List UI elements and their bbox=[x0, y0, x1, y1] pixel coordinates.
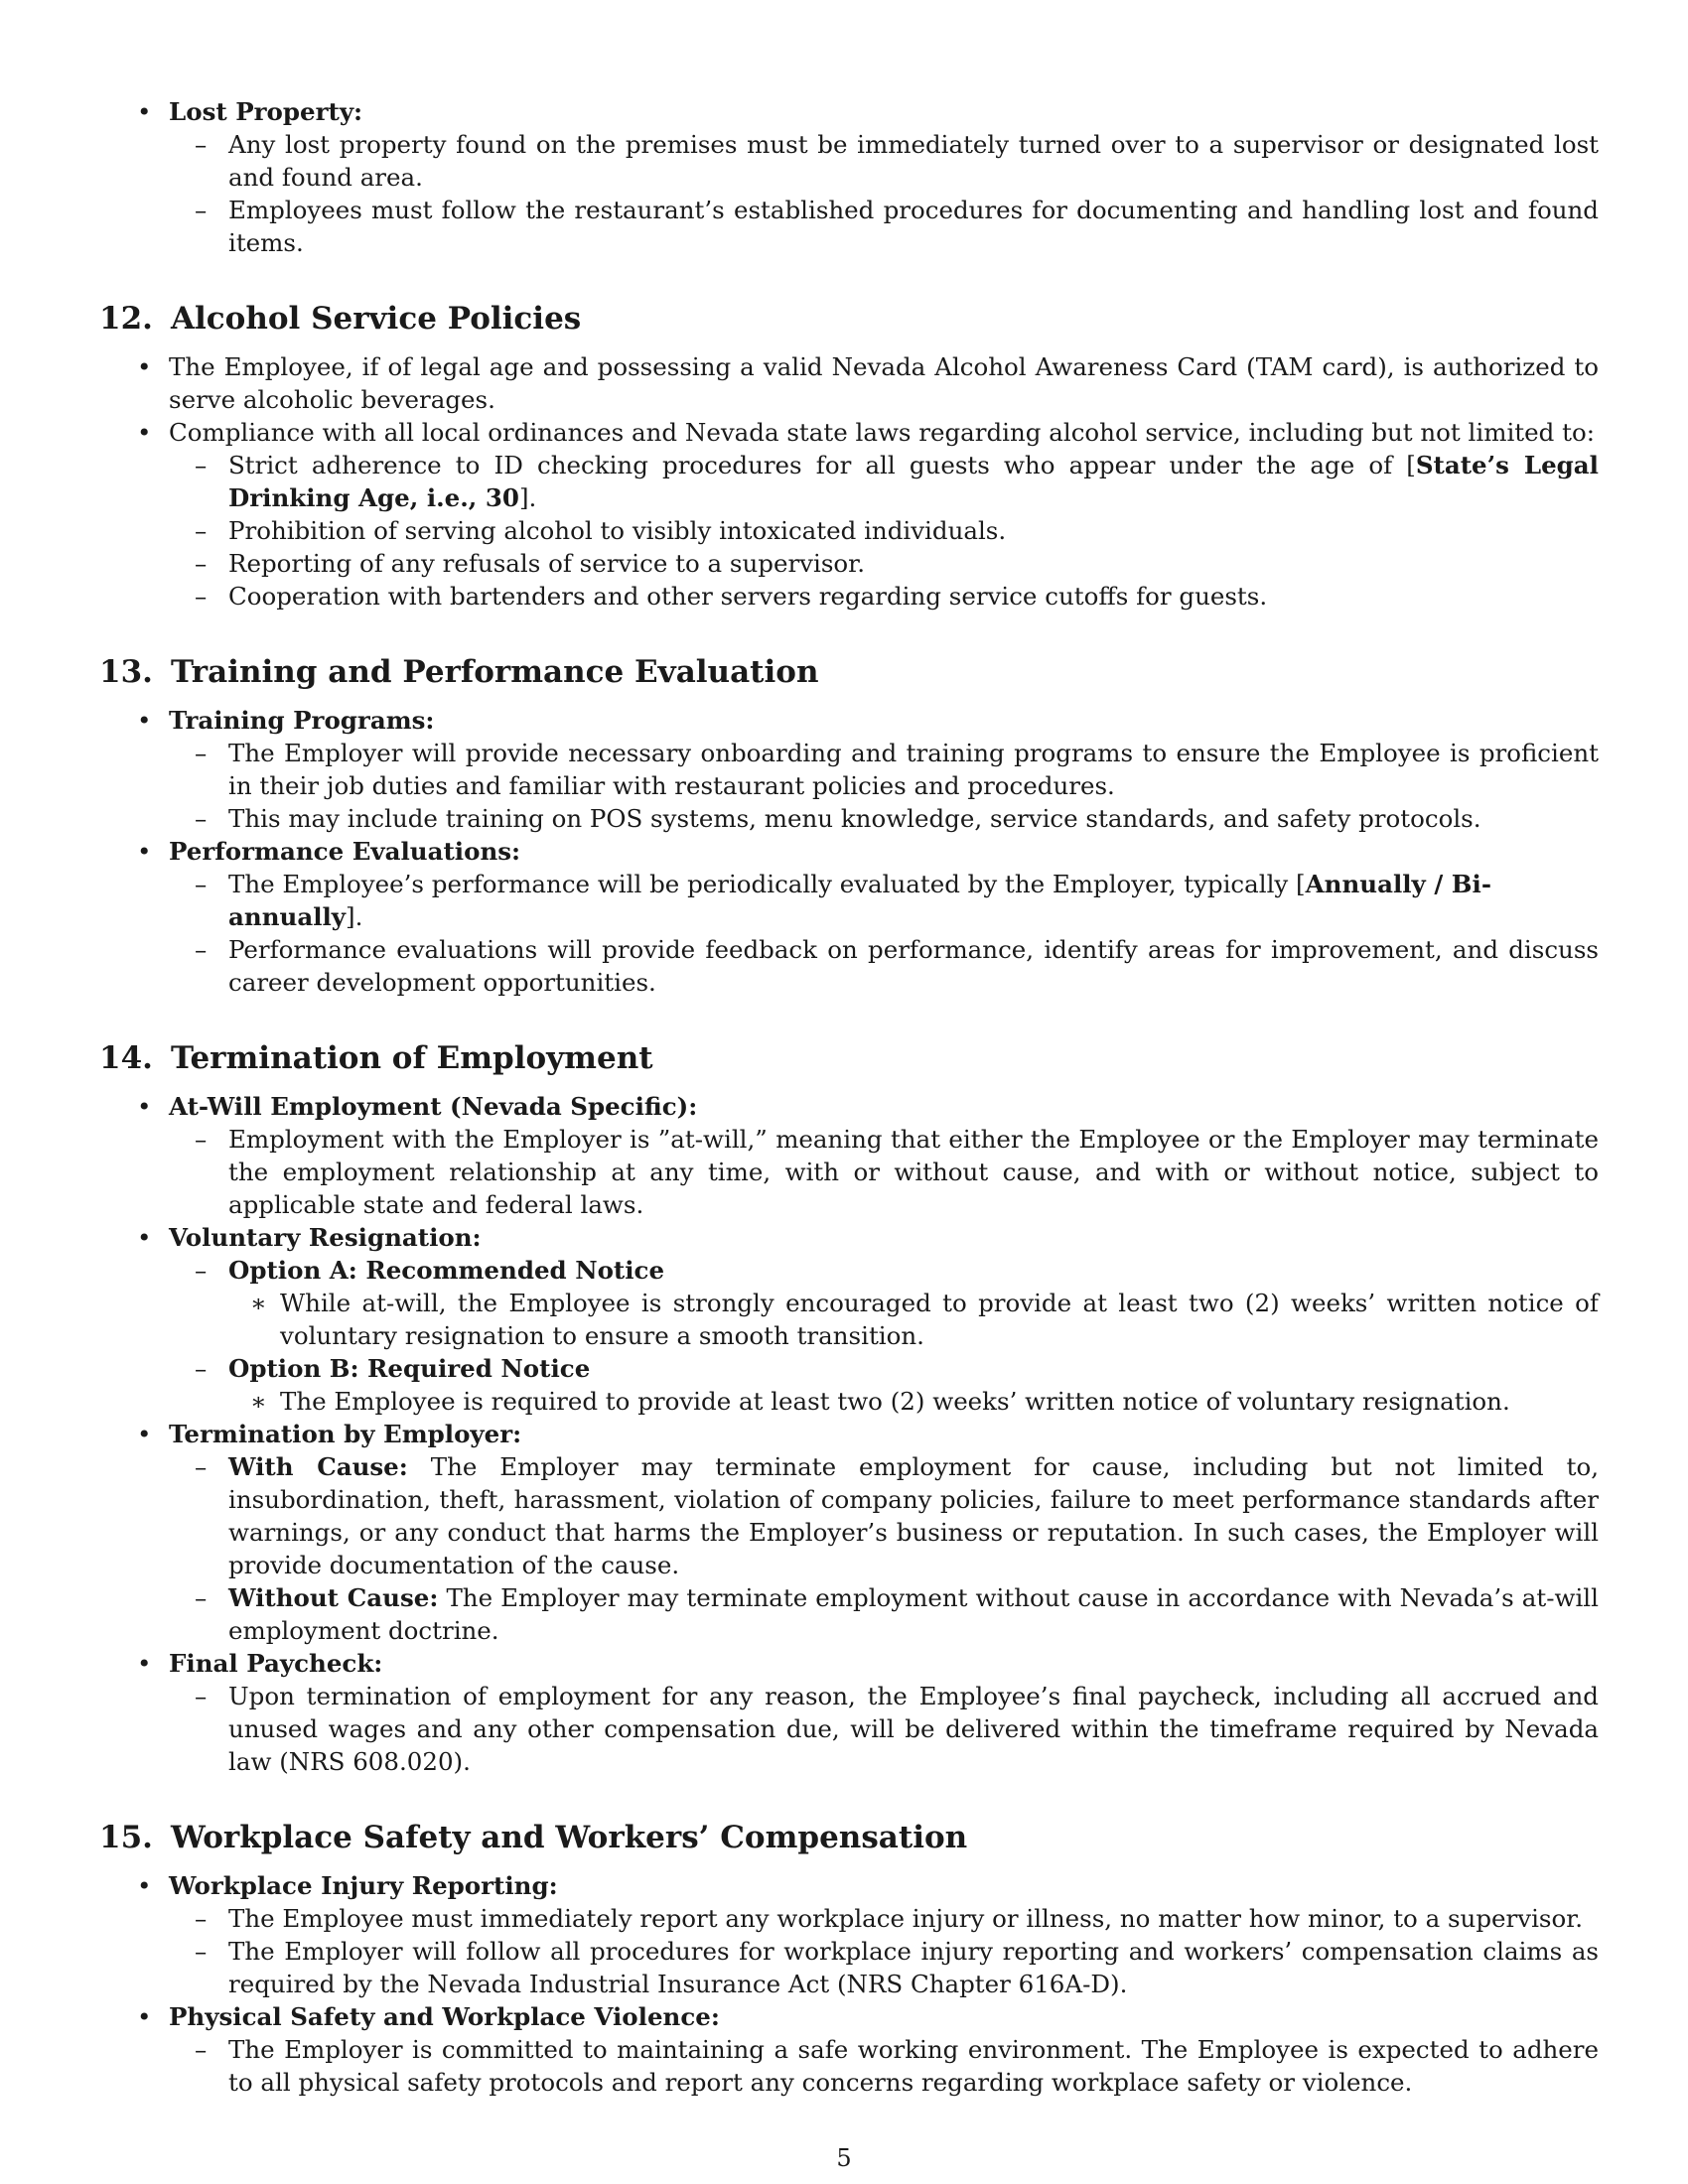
list-item: • Training Programs: – The Employer will provide necessary onboarding and training programs to ensure the Employee is proficient in their job duties and familiar with restaurant policies and procedures. – This may include training on POS systems, menu knowledge, service standards, and safety protocols. bbox=[137, 706, 1599, 833]
list-item: – The Employer is committed to maintaining a safe working environment. The Employee is expected to adhere to all physical safety protocols and report any concerns regarding workplace safety or violence. bbox=[195, 2035, 1599, 2097]
list-item: • Voluntary Resignation: – Option A: Recommended Notice ∗ While at-will, the Employee is strongly encouraged to provide at least two (2) weeks’ written notice of voluntary resignation to ensure a smooth transition. – Option B: Required Notice ∗ The Employee is required to provide at least two (2) weeks’ written notice of voluntary resignation. bbox=[137, 1223, 1599, 1416]
dash-icon: – bbox=[195, 549, 208, 578]
bullet-icon: • bbox=[137, 837, 152, 866]
dash-icon: – bbox=[195, 582, 208, 611]
dash-icon: – bbox=[195, 516, 208, 545]
list-item: – Any lost property found on the premises must be immediately turned over to a supervisor or designated lost and found area. bbox=[195, 130, 1599, 192]
bullet-icon: • bbox=[137, 2002, 152, 2031]
dash-icon: – bbox=[195, 1256, 208, 1285]
dash-icon: – bbox=[195, 130, 208, 159]
asterisk-icon: ∗ bbox=[250, 1289, 267, 1317]
bullet-icon: • bbox=[137, 1420, 152, 1448]
dash-icon: – bbox=[195, 196, 208, 224]
asterisk-icon: ∗ bbox=[250, 1387, 267, 1416]
dash-icon: – bbox=[195, 1937, 208, 1966]
page-number: 5 bbox=[836, 2144, 852, 2172]
dash-icon: – bbox=[195, 870, 208, 898]
list-item: – The Employer will provide necessary onboarding and training programs to ensure the Employee is proficient in their job duties and familiar with restaurant policies and procedures. bbox=[195, 739, 1599, 800]
list-item: • Termination by Employer: – With Cause: The Employer may terminate employment for cause, including but not limited to, insubordination, theft, harassment, violation of company policies, failure to meet performance standards after warnings, or any conduct that harms the Employer’s business or reputation. In such cases, the Employer will provide documentation of the cause. – Without Cause: The Employer may terminate employment without cause in accordance with Nevada’s at-will employment doctrine. bbox=[137, 1420, 1599, 1645]
dash-icon: – bbox=[195, 2035, 208, 2064]
list-item: – Option A: Recommended Notice ∗ While at-will, the Employee is strongly encouraged to provide at least two (2) weeks’ written notice of voluntary resignation to ensure a smooth transition. bbox=[195, 1256, 1599, 1350]
list-item: – Employment with the Employer is ”at-will,” meaning that either the Employee or the Employer may terminate the employment relationship at any time, with or without cause, and with or without notice, subject to applicable state and federal laws. bbox=[195, 1125, 1599, 1219]
list-item: • Compliance with all local ordinances and Nevada state laws regarding alcohol service, including but not limited to: – Strict adherence to ID checking procedures for all guests who appear under the age of [State’s Legal Drinking Age, i.e., 30]. – Prohibition of serving alcohol to visibly intoxicated individuals. – Reporting of any refusals of service to a supervisor. – Cooperation with bartenders and other servers regarding service cutoffs for guests. bbox=[137, 418, 1599, 611]
list-item: – Reporting of any refusals of service to a supervisor. bbox=[195, 549, 865, 578]
list-item bbox=[99, 95, 1599, 259]
list-item: ∗ While at-will, the Employee is strongly encouraged to provide at least two (2) weeks’ written notice of voluntary resignation to ensure a smooth transition. bbox=[250, 1289, 1599, 1350]
dash-icon: – bbox=[195, 1452, 208, 1481]
dash-icon: – bbox=[195, 935, 208, 964]
dash-icon: – bbox=[195, 451, 208, 479]
section-title: 12. Alcohol Service Policies bbox=[99, 301, 582, 337]
list-item: – Upon termination of employment for any reason, the Employee’s final paycheck, including all accrued and unused wages and any other compensation due, will be delivered within the timeframe required by Nevada law (NRS 608.020). bbox=[195, 1682, 1599, 1776]
dash-icon: – bbox=[195, 1904, 208, 1933]
section-13 bbox=[99, 652, 1599, 999]
list-item: – With Cause: The Employer may terminate employment for cause, including but not limited to, insubordination, theft, harassment, violation of company policies, failure to meet performance standards after warnings, or any conduct that harms the Employer’s business or reputation. In such cases, the Employer will provide documentation of the cause. bbox=[195, 1452, 1599, 1579]
bullet-icon: • bbox=[137, 1223, 152, 1252]
dash-icon: – bbox=[195, 1583, 208, 1612]
lost-property-heading: Lost Property: bbox=[169, 97, 363, 126]
list-item: – This may include training on POS systems, menu knowledge, service standards, and safety protocols. bbox=[195, 804, 1481, 833]
lost-property-list bbox=[99, 95, 1599, 259]
section-title: 15. Workplace Safety and Workers’ Compensation bbox=[99, 1820, 968, 1855]
list-item: – Without Cause: The Employer may terminate employment without cause in accordance with Nevada’s at-will employment doctrine. bbox=[195, 1583, 1599, 1645]
list-item: – The Employee must immediately report any workplace injury or illness, no matter how minor, to a supervisor. bbox=[195, 1904, 1584, 1933]
list-item: – Cooperation with bartenders and other servers regarding service cutoffs for guests. bbox=[195, 582, 1268, 611]
section-title: 14. Termination of Employment bbox=[99, 1040, 653, 1076]
bullet-icon: • bbox=[137, 706, 152, 735]
dash-icon: – bbox=[195, 1125, 208, 1154]
list-item: – The Employee’s performance will be periodically evaluated by the Employer, typically [Annually / Bi-annually]. bbox=[195, 870, 1491, 931]
dash-icon: – bbox=[195, 804, 208, 833]
document-page bbox=[99, 95, 1599, 2099]
bullet-icon: • bbox=[137, 418, 152, 447]
bullet-icon: • bbox=[137, 1649, 152, 1678]
list-item: • At-Will Employment (Nevada Specific): – Employment with the Employer is ”at-will,” meaning that either the Employee or the Employer may terminate the employment relationship at any time, with or without cause, and with or without notice, subject to applicable state and federal laws. bbox=[137, 1092, 1599, 1219]
section-12 bbox=[99, 299, 1599, 613]
bullet-icon: • bbox=[137, 1871, 152, 1900]
list-item: • Physical Safety and Workplace Violence: – The Employer is committed to maintaining a safe working environment. The Employee is expected to adhere to all physical safety protocols and report any concerns regarding workplace safety or violence. bbox=[137, 2002, 1599, 2097]
section-14 bbox=[99, 1038, 1599, 1778]
list-item: – Employees must follow the restaurant’s established procedures for documenting and handling lost and found items. bbox=[195, 196, 1599, 257]
dash-icon: – bbox=[195, 1682, 208, 1710]
list-item: – Strict adherence to ID checking procedures for all guests who appear under the age of [State’s Legal Drinking Age, i.e., 30]. bbox=[195, 451, 1599, 512]
list-item: • The Employee, if of legal age and possessing a valid Nevada Alcohol Awareness Card (TAM card), is authorized to serve alcoholic beverages. bbox=[137, 352, 1599, 414]
list-item: • Final Paycheck: – Upon termination of employment for any reason, the Employee’s final paycheck, including all accrued and unused wages and any other compensation due, will be delivered within the timeframe required by Nevada law (NRS 608.020). bbox=[137, 1649, 1599, 1776]
section-title: 13. Training and Performance Evaluation bbox=[99, 654, 819, 690]
dash-icon: – bbox=[195, 1354, 208, 1383]
list-item: • Performance Evaluations: – The Employee’s performance will be periodically evaluated by the Employer, typically [Annually / Bi-annually]. – Performance evaluations will provide feedback on performance, identify areas for improvement, and discuss career development opportunities. bbox=[137, 837, 1599, 997]
dash-icon: – bbox=[195, 739, 208, 767]
bullet-icon: • bbox=[137, 97, 152, 126]
list-item: – The Employer will follow all procedures for workplace injury reporting and workers’ compensation claims as required by the Nevada Industrial Insurance Act (NRS Chapter 616A-D). bbox=[195, 1937, 1599, 1998]
list-item: – Performance evaluations will provide feedback on performance, identify areas for improvement, and discuss career development opportunities. bbox=[195, 935, 1599, 997]
bullet-icon: • bbox=[137, 1092, 152, 1121]
list-item: – Option B: Required Notice ∗ The Employee is required to provide at least two (2) weeks’ written notice of voluntary resignation. bbox=[169, 1352, 1599, 1418]
section-15 bbox=[99, 1818, 1599, 2099]
bullet-icon: • bbox=[137, 352, 152, 381]
list-item: – Prohibition of serving alcohol to visibly intoxicated individuals. bbox=[195, 516, 1007, 545]
list-item: • Workplace Injury Reporting: – The Employee must immediately report any workplace injury or illness, no matter how minor, to a supervisor. – The Employer will follow all procedures for workplace injury reporting and workers’ compensation claims as required by the Nevada Industrial Insurance Act (NRS Chapter 616A-D). bbox=[137, 1871, 1599, 1998]
list-item: ∗ The Employee is required to provide at least two (2) weeks’ written notice of voluntary resignation. bbox=[250, 1387, 1510, 1416]
